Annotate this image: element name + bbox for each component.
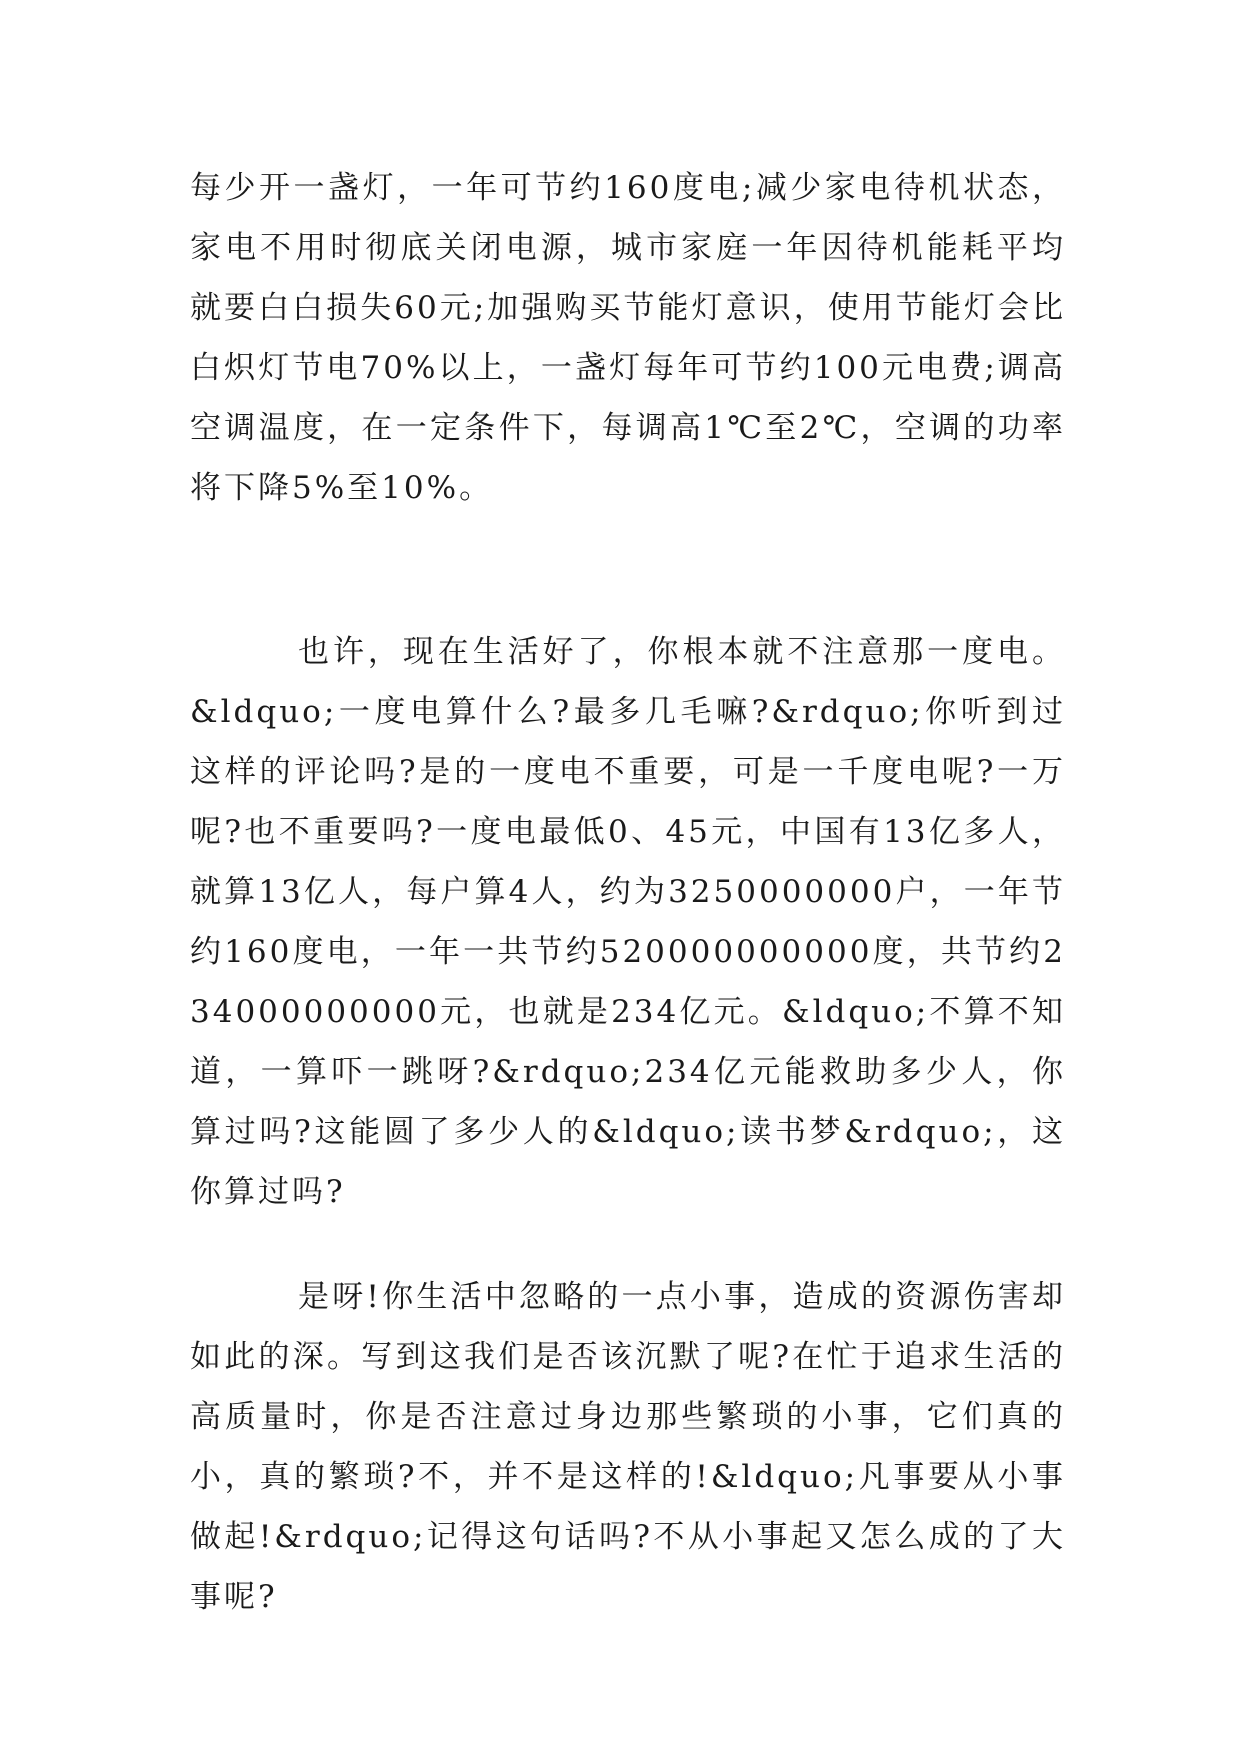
paragraph-small-things: 是呀!你生活中忽略的一点小事，造成的资源伤害却如此的深。写到这我们是否该沉默了呢?在忙于追求生活的高质量时，你是否注意过身边那些繁琐的小事，它们真的小，真的繁琐?不，并不是这样的!&ldquo;凡事要从小事做起!&rdquo;记得这句话吗?不从小事起又怎么成的了大事呢? — [190, 1279, 1066, 1615]
paragraph-energy-saving-tips: 每少开一盏灯，一年可节约160度电;减少家电待机状态，家电不用时彻底关闭电源，城市家庭一年因待机能耗平均就要白白损失60元;加强购买节能灯意识，使用节能灯会比白炽灯节电70%以上，一盏灯每年可节约100元电费;调高空调温度，在一定条件下，每调高1℃至2℃，空调的功率将下降5%至10%。 — [190, 170, 1066, 506]
paragraph-one-kilowatt-hour: 也许，现在生活好了，你根本就不注意那一度电。&ldquo;一度电算什么?最多几毛嘛?&rdquo;你听到过这样的评论吗?是的一度电不重要，可是一千度电呢?一万呢?也不重要吗?一度电最低0、45元，中国有13亿多人，就算13亿人，每户算4人，约为3250000000户，一年节约160度电，一年一共节约520000000000度，共节约234000000000元，也就是234亿元。&ldquo;不算不知道，一算吓一跳呀?&rdquo;234亿元能救助多少人，你算过吗?这能圆了多少人的&ldquo;读书梦&rdquo;，这你算过吗? — [190, 634, 1066, 1210]
